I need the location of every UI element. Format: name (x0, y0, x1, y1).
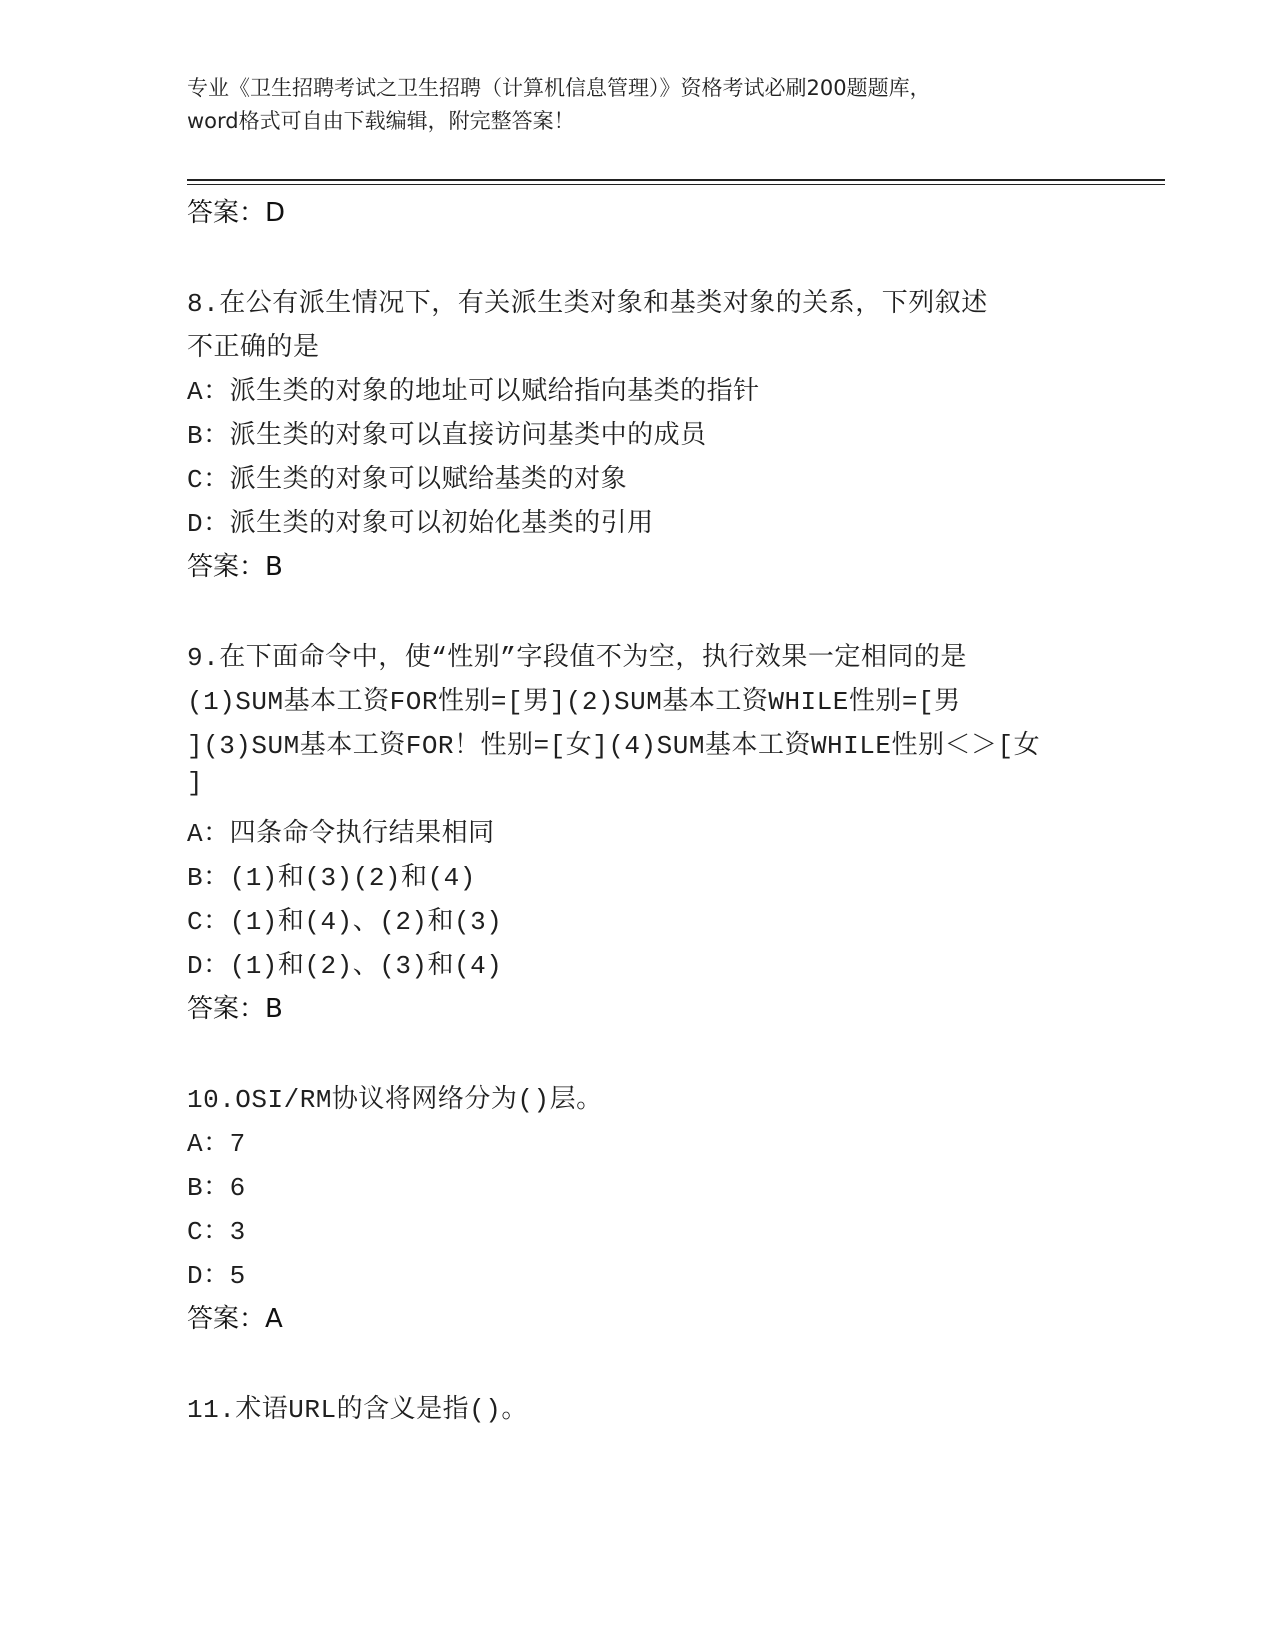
q9-stem-line2: (1)SUM基本工资FOR性别=[男](2)SUM基本工资WHILE性别=[男 (187, 687, 961, 717)
answer-q9: 答案：B (187, 994, 283, 1024)
q9-option-d: D：(1)和(2)、(3)和(4) (187, 951, 503, 981)
q9-option-a: A：四条命令执行结果相同 (187, 819, 495, 849)
header-divider-thick (187, 179, 1165, 181)
q9-stem-line3: ](3)SUM基本工资FOR！性别=[女](4)SUM基本工资WHILE性别＜＞[女 (187, 731, 1041, 761)
q8-option-b: B：派生类的对象可以直接访问基类中的成员 (187, 421, 707, 451)
header-title-line1: 专业《卫生招聘考试之卫生招聘（计算机信息管理）》资格考试必刷200题题库， (187, 76, 931, 100)
q9-stem-line4: ] (187, 768, 204, 798)
header-title-line2: word格式可自由下载编辑，附完整答案！ (187, 109, 575, 133)
q9-option-b: B：(1)和(3)(2)和(4) (187, 863, 476, 893)
answer-q8: 答案：B (187, 552, 283, 582)
q8-option-c: C：派生类的对象可以赋给基类的对象 (187, 465, 628, 495)
q9-option-c: C：(1)和(4)、(2)和(3) (187, 907, 503, 937)
q8-stem-line2: 不正确的是 (187, 333, 320, 363)
q9-stem-line1: 9.在下面命令中，使“性别”字段值不为空，执行效果一定相同的是 (187, 643, 967, 673)
header-divider-thin (187, 184, 1165, 185)
answer-q7: 答案：D (187, 198, 286, 228)
q10-option-d: D：5 (187, 1261, 246, 1291)
q10-stem: 10.OSI/RM协议将网络分为()层。 (187, 1085, 603, 1115)
q8-option-a: A：派生类的对象的地址可以赋给指向基类的指针 (187, 377, 760, 407)
document-header (187, 72, 1077, 138)
q10-option-a: A：7 (187, 1129, 246, 1159)
q10-option-b: B：6 (187, 1173, 246, 1203)
q8-stem-line1: 8.在公有派生情况下，有关派生类对象和基类对象的关系，下列叙述 (187, 289, 988, 319)
q10-option-c: C：3 (187, 1217, 246, 1247)
q11-stem: 11.术语URL的含义是指()。 (187, 1395, 528, 1425)
q8-option-d: D：派生类的对象可以初始化基类的引用 (187, 509, 654, 539)
answer-q10: 答案：A (187, 1304, 283, 1334)
